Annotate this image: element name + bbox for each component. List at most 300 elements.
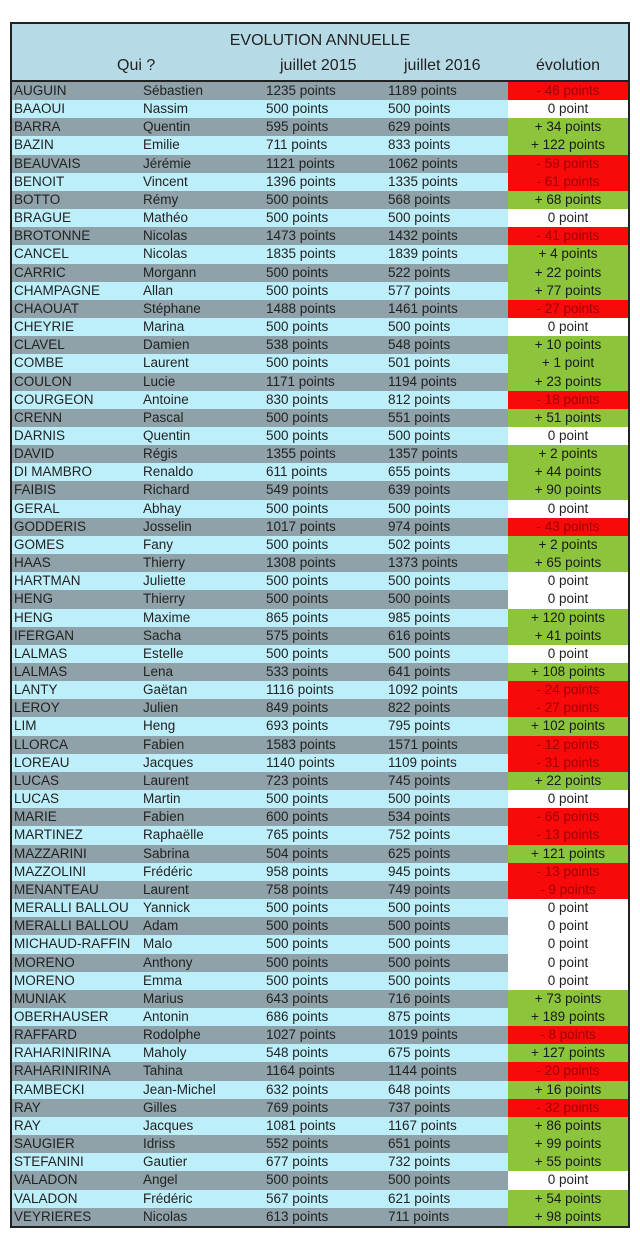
points-july-2016: 1194 points [388,373,457,389]
first-name: Adam [143,918,179,934]
points-july-2015: 538 points [266,337,329,353]
points-july-2016: 522 points [388,264,451,280]
points-july-2016: 502 points [388,536,451,552]
points-july-2016: 629 points [388,119,451,135]
table-row [12,1099,628,1117]
points-july-2015: 500 points [266,791,329,807]
points-july-2015: 711 points [266,137,328,153]
first-name: Emilie [143,137,180,153]
first-name: Angel [143,1172,178,1188]
points-july-2015: 500 points [266,210,329,226]
points-july-2015: 500 points [266,355,329,371]
points-july-2015: 849 points [266,700,329,716]
table-row [12,826,628,844]
evolution-value: + 22 points [508,264,628,282]
table-row [12,118,628,136]
last-name: BOTTO [14,191,61,207]
last-name: MERALLI BALLOU [14,900,129,916]
first-name: Gaëtan [143,682,188,698]
points-july-2016: 732 points [388,1154,451,1170]
evolution-value: + 2 points [508,445,628,463]
points-july-2015: 500 points [266,954,329,970]
evolution-value: + 99 points [508,1135,628,1153]
last-name: LUCAS [14,772,60,788]
table-row [12,136,628,154]
evolution-value: - 66 points [508,808,628,826]
last-name: MARIE [14,809,57,825]
first-name: Thierry [143,555,186,571]
last-name: OBERHAUSER [14,1008,109,1024]
first-name: Jacques [143,1117,194,1133]
points-july-2016: 1092 points [388,682,458,698]
evolution-value: + 189 points [508,1008,628,1026]
first-name: Sébastien [143,83,204,98]
first-name: Gilles [143,1099,177,1115]
points-july-2015: 677 points [266,1154,329,1170]
points-july-2016: 500 points [388,900,451,916]
table-row [12,917,628,935]
last-name: MAZZOLINI [14,863,87,879]
points-july-2016: 500 points [388,319,451,335]
evolution-value: 0 point [508,500,628,518]
table-row [12,572,628,590]
evolution-value: 0 point [508,935,628,953]
table-row [12,427,628,445]
points-july-2016: 985 points [388,609,451,625]
points-july-2015: 567 points [266,1190,329,1206]
first-name: Morgann [143,264,197,280]
points-july-2016: 752 points [388,827,451,843]
points-july-2015: 1473 points [266,228,336,244]
last-name: BARRA [14,119,61,135]
first-name: Antonin [143,1008,189,1024]
evolution-value: - 61 points [508,173,628,191]
points-july-2016: 639 points [388,482,451,498]
last-name: CLAVEL [14,337,65,353]
evolution-value: + 34 points [508,118,628,136]
table-row [12,645,628,663]
points-july-2016: 711 points [388,1208,450,1224]
points-july-2015: 758 points [266,881,329,897]
last-name: MAZZARINI [14,845,87,861]
first-name: Frédéric [143,863,193,879]
first-name: Lena [143,664,174,679]
first-name: Yannick [143,900,191,916]
first-name: Mathéo [143,210,189,226]
last-name: CHEYRIE [14,319,75,335]
points-july-2016: 500 points [388,645,451,661]
points-july-2015: 1396 points [266,173,336,189]
points-july-2016: 500 points [388,500,451,516]
points-july-2016: 551 points [388,409,451,425]
first-name: Emma [143,972,183,988]
evolution-table [10,22,630,1228]
evolution-value: + 51 points [508,409,628,427]
last-name: COURGEON [14,391,94,407]
first-name: Maholy [143,1045,187,1061]
evolution-value: 0 point [508,790,628,808]
evolution-value: - 12 points [508,736,628,754]
evolution-value: + 4 points [508,245,628,263]
table-row [12,463,628,481]
header-july-2015: juillet 2015 [280,57,357,74]
points-july-2015: 1583 points [266,736,336,752]
points-july-2016: 1839 points [388,246,458,262]
table-row [12,1135,628,1153]
first-name: Fabien [143,736,185,752]
points-july-2016: 616 points [388,627,451,643]
last-name: VEYRIERES [14,1208,92,1224]
points-july-2016: 500 points [388,1172,451,1188]
table-row [12,863,628,881]
last-name: RAHARINIRINA [14,1063,111,1079]
last-name: RAMBECKI [14,1081,85,1097]
points-july-2015: 533 points [266,664,329,679]
first-name: Malo [143,936,173,952]
points-july-2015: 686 points [266,1008,329,1024]
table-row [12,845,628,863]
evolution-value: + 22 points [508,772,628,790]
points-july-2015: 1116 points [266,682,334,698]
points-july-2015: 723 points [266,772,329,788]
points-july-2015: 643 points [266,990,329,1006]
points-july-2016: 501 points [388,355,451,371]
table-row [12,481,628,499]
points-july-2015: 500 points [266,282,329,298]
evolution-value: - 8 points [508,1026,628,1044]
evolution-value: + 10 points [508,336,628,354]
last-name: LEROY [14,700,60,716]
last-name: STEFANINI [14,1154,84,1170]
table-row [12,536,628,554]
last-name: HAAS [14,555,51,571]
first-name: Renaldo [143,464,194,480]
first-name: Jean-Michel [143,1081,216,1097]
last-name: BRAGUE [14,210,72,226]
last-name: VALADON [14,1190,78,1206]
last-name: CARRIC [14,264,66,280]
last-name: COULON [14,373,72,389]
first-name: Sabrina [143,845,190,861]
evolution-value: + 108 points [508,663,628,681]
last-name: IFERGAN [14,627,75,643]
table-row [12,1026,628,1044]
last-name: BAZIN [14,137,54,153]
last-name: MICHAUD-RAFFIN [14,936,131,952]
points-july-2016: 500 points [388,936,451,952]
evolution-value: - 24 points [508,681,628,699]
points-july-2015: 693 points [266,718,329,734]
evolution-value: 0 point [508,100,628,118]
points-july-2016: 1432 points [388,228,458,244]
points-july-2016: 1109 points [388,754,457,770]
points-july-2015: 500 points [266,900,329,916]
evolution-value: 0 point [508,590,628,608]
table-row [12,808,628,826]
first-name: Laurent [143,881,189,897]
points-july-2016: 655 points [388,464,451,480]
points-july-2016: 621 points [388,1190,451,1206]
last-name: CHAMPAGNE [14,282,101,298]
evolution-value: 0 point [508,645,628,663]
evolution-value: - 46 points [508,82,628,100]
evolution-value: - 43 points [508,518,628,536]
points-july-2015: 500 points [266,101,329,117]
last-name: MORENO [14,954,75,970]
points-july-2015: 611 points [266,464,328,480]
first-name: Laurent [143,772,189,788]
last-name: BENOIT [14,173,65,189]
points-july-2015: 1488 points [266,300,336,316]
evolution-value: + 121 points [508,845,628,863]
points-july-2015: 500 points [266,427,329,443]
column-headers [12,54,628,82]
first-name: Vincent [143,173,188,189]
first-name: Régis [143,446,178,462]
points-july-2015: 613 points [266,1208,329,1224]
last-name: FAIBIS [14,482,57,498]
table-row [12,754,628,772]
points-july-2016: 1062 points [388,155,458,171]
last-name: LUCAS [14,791,60,807]
first-name: Frédéric [143,1190,193,1206]
evolution-value: - 13 points [508,863,628,881]
points-july-2016: 500 points [388,591,451,607]
table-row [12,609,628,627]
table-row [12,191,628,209]
table-row [12,500,628,518]
last-name: LOREAU [14,754,70,770]
last-name: GOMES [14,536,65,552]
points-july-2015: 600 points [266,809,329,825]
first-name: Marina [143,319,185,335]
evolution-value: + 102 points [508,717,628,735]
table-row [12,954,628,972]
points-july-2015: 500 points [266,500,329,516]
last-name: LLORCA [14,736,69,752]
points-july-2015: 958 points [266,863,329,879]
header-evolution: évolution [535,57,601,74]
table-row [12,590,628,608]
points-july-2015: 1027 points [266,1027,336,1043]
evolution-value: + 98 points [508,1208,628,1226]
first-name: Pascal [143,409,184,425]
evolution-value: + 54 points [508,1190,628,1208]
table-row [12,663,628,681]
points-july-2016: 577 points [388,282,451,298]
last-name: MARTINEZ [14,827,83,843]
points-july-2016: 1335 points [388,173,458,189]
table-title: EVOLUTION ANNUELLE [229,32,411,49]
evolution-value: - 18 points [508,391,628,409]
first-name: Anthony [143,954,193,970]
evolution-value: 0 point [508,972,628,990]
points-july-2015: 549 points [266,482,329,498]
points-july-2016: 500 points [388,972,451,988]
last-name: RAFFARD [14,1027,78,1043]
evolution-value: 0 point [508,427,628,445]
last-name: BAAOUI [14,101,66,117]
first-name: Martin [143,791,181,807]
last-name: CANCEL [14,246,69,262]
points-july-2016: 795 points [388,718,451,734]
evolution-value: - 13 points [508,826,628,844]
first-name: Josselin [143,518,192,534]
last-name: RAY [14,1117,41,1133]
last-name: RAHARINIRINA [14,1045,111,1061]
last-name: GERAL [14,500,60,516]
first-name: Fabien [143,809,185,825]
first-name: Gautier [143,1154,188,1170]
last-name: BROTONNE [14,228,91,244]
evolution-value: - 20 points [508,1062,628,1080]
table-row [12,209,628,227]
table-row [12,881,628,899]
evolution-value: - 27 points [508,300,628,318]
first-name: Nassim [143,101,189,117]
evolution-value: + 23 points [508,373,628,391]
evolution-value: - 27 points [508,699,628,717]
last-name: LANTY [14,682,58,698]
points-july-2015: 1308 points [266,555,336,571]
table-row [12,772,628,790]
first-name: Maxime [143,609,191,625]
points-july-2016: 1571 points [388,736,458,752]
table-row [12,1044,628,1062]
evolution-value: 0 point [508,954,628,972]
first-name: Estelle [143,645,184,661]
last-name: HARTMAN [14,573,81,589]
evolution-value: + 16 points [508,1081,628,1099]
table-row [12,1008,628,1026]
points-july-2016: 675 points [388,1045,451,1061]
points-july-2016: 833 points [388,137,451,153]
first-name: Rémy [143,191,179,207]
last-name: MERALLI BALLOU [14,918,129,934]
table-row [12,391,628,409]
points-july-2015: 500 points [266,591,329,607]
points-july-2016: 500 points [388,918,451,934]
points-july-2016: 1461 points [388,300,458,316]
evolution-value: + 1 point [508,354,628,372]
first-name: Raphaëlle [143,827,204,843]
table-row [12,1081,628,1099]
last-name: HENG [14,591,54,607]
table-row [12,990,628,1008]
evolution-value: - 41 points [508,227,628,245]
points-july-2015: 830 points [266,391,329,407]
table-row [12,736,628,754]
table-row [12,318,628,336]
last-name: LALMAS [14,645,68,661]
points-july-2015: 1081 points [266,1117,336,1133]
last-name: MUNIAK [14,990,67,1006]
points-july-2015: 1835 points [266,246,336,262]
points-july-2016: 974 points [388,518,451,534]
table-row [12,245,628,263]
first-name: Juliette [143,573,186,589]
first-name: Marius [143,990,184,1006]
evolution-value: + 90 points [508,481,628,499]
points-july-2016: 500 points [388,210,451,226]
table-row [12,1117,628,1135]
evolution-value: + 65 points [508,554,628,572]
last-name: HENG [14,609,54,625]
points-july-2016: 641 points [388,664,451,679]
points-july-2015: 1164 points [266,1063,335,1079]
first-name: Sacha [143,627,182,643]
last-name: CHAOUAT [14,300,80,316]
points-july-2016: 651 points [388,1136,451,1152]
table-row [12,699,628,717]
first-name: Laurent [143,355,189,371]
points-july-2016: 875 points [388,1008,451,1024]
table-row [12,790,628,808]
evolution-value: 0 point [508,572,628,590]
first-name: Thierry [143,591,186,607]
points-july-2016: 812 points [388,391,451,407]
last-name: AUGUIN [14,83,67,98]
table-row [12,282,628,300]
evolution-value: - 32 points [508,1099,628,1117]
points-july-2016: 500 points [388,427,451,443]
table-row [12,227,628,245]
table-row [12,264,628,282]
evolution-value: - 9 points [508,881,628,899]
table-row [12,409,628,427]
header-who: Qui ? [117,57,156,74]
points-july-2016: 1357 points [388,446,458,462]
points-july-2015: 500 points [266,1172,329,1188]
evolution-value: + 86 points [508,1117,628,1135]
points-july-2016: 500 points [388,101,451,117]
points-july-2015: 500 points [266,936,329,952]
points-july-2016: 1189 points [388,83,457,98]
evolution-value: + 122 points [508,136,628,154]
points-july-2016: 716 points [388,990,451,1006]
evolution-value: 0 point [508,1171,628,1189]
points-july-2015: 765 points [266,827,329,843]
evolution-value: + 77 points [508,282,628,300]
table-row [12,445,628,463]
last-name: MORENO [14,972,75,988]
last-name: RAY [14,1099,41,1115]
last-name: MENANTEAU [14,881,99,897]
points-july-2016: 1019 points [388,1027,458,1043]
points-july-2016: 548 points [388,337,451,353]
evolution-value: 0 point [508,899,628,917]
last-name: GODDERIS [14,518,87,534]
points-july-2016: 737 points [388,1099,451,1115]
evolution-value: + 44 points [508,463,628,481]
table-row [12,681,628,699]
points-july-2016: 1373 points [388,555,458,571]
evolution-value: 0 point [508,917,628,935]
last-name: VALADON [14,1172,78,1188]
points-july-2015: 500 points [266,972,329,988]
last-name: LIM [14,718,37,734]
points-july-2015: 500 points [266,319,329,335]
points-july-2015: 500 points [266,536,329,552]
points-july-2015: 552 points [266,1136,329,1152]
last-name: SAUGIER [14,1136,75,1152]
points-july-2015: 595 points [266,119,329,135]
points-july-2016: 749 points [388,881,451,897]
first-name: Fany [143,536,174,552]
last-name: DAVID [14,446,55,462]
first-name: Antoine [143,391,189,407]
table-row [12,173,628,191]
